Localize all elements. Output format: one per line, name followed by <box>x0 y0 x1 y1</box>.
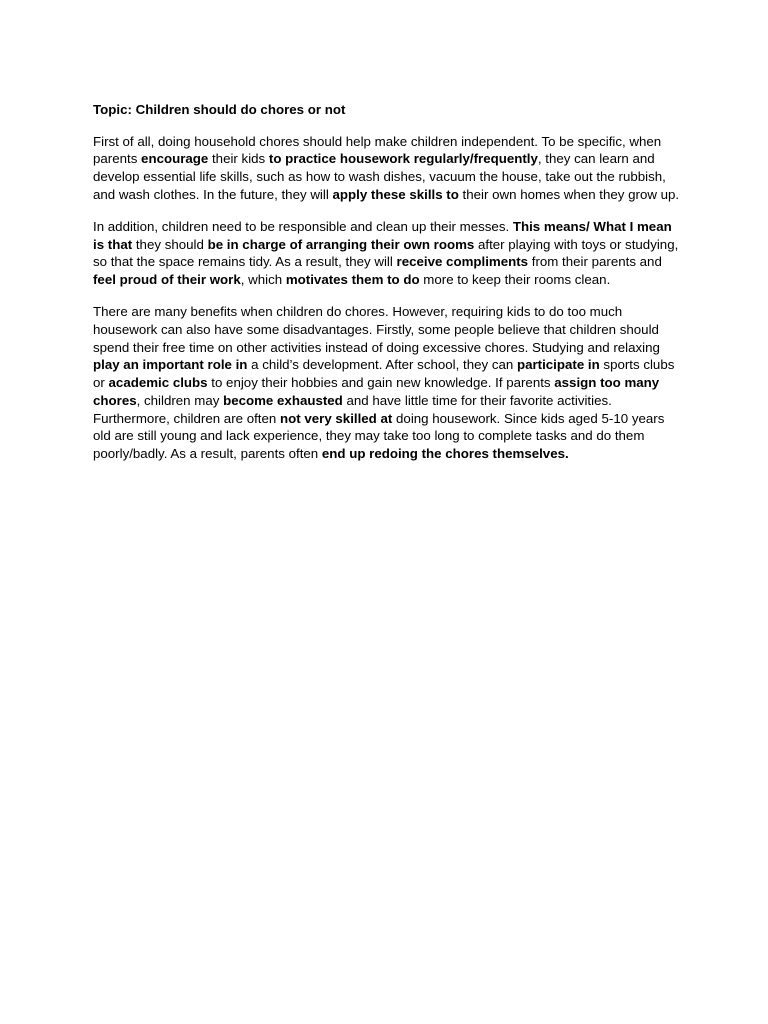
bold-phrase: assign too many chores <box>93 375 660 408</box>
bold-phrase: encourage <box>141 151 209 167</box>
bold-phrase: participate in <box>516 357 600 373</box>
paragraph <box>93 218 683 289</box>
bold-phrase: to practice housework regularly/frequently <box>268 151 538 167</box>
text-segment: and have little time for their favorite activities. Furthermore, children are often <box>93 392 612 426</box>
text-segment: There are many benefits when children do chores. However, requiring kids to do too much housework can also have some disadvantages. Firstly, some people believe that children should spend their free time on other activities instead of doing excessive chores. Studying and relaxing <box>93 304 660 355</box>
text-segment: more to keep their rooms clean. <box>419 272 611 288</box>
paragraph <box>93 133 683 204</box>
text-segment: their own homes when they grow up. <box>458 186 680 202</box>
bold-phrase: not very skilled at <box>279 410 393 426</box>
text-segment: sports clubs or <box>93 357 675 391</box>
text-segment: after playing with toys or studying, so that the space remains tidy. As a result, they will <box>93 236 679 270</box>
text-segment: from their parents and <box>528 254 662 270</box>
bold-phrase: academic clubs <box>108 375 208 391</box>
text-segment: , children may <box>136 392 224 408</box>
text-segment: doing housework. Since kids aged 5-10 years old are still young and lack experience, they may take too long to complete tasks and do them poorly/badly. As a result, parents often <box>93 410 665 461</box>
paragraph-list <box>93 133 683 463</box>
paragraph <box>93 303 683 462</box>
document-body <box>93 101 683 477</box>
document-title: Topic: Children should do chores or not <box>93 102 346 117</box>
bold-phrase: This means/ What I mean is that <box>93 219 672 252</box>
bold-phrase: become exhausted <box>223 392 343 408</box>
bold-phrase: receive compliments <box>396 254 529 270</box>
text-segment: , which <box>240 272 286 288</box>
bold-phrase: play an important role in <box>93 357 248 373</box>
text-segment: , they can learn and develop essential life skills, such as how to wash dishes, vacuum the house, take out the rubbish, and wash clothes. In the future, they will <box>93 151 666 202</box>
text-segment: they should <box>132 236 208 252</box>
bold-phrase: apply these skills to <box>332 186 459 202</box>
text-segment: their kids <box>208 151 269 167</box>
bold-phrase: motivates them to do <box>285 272 420 288</box>
bold-phrase: feel proud of their work <box>93 272 241 288</box>
text-segment: First of all, doing household chores should help make children independent. To be specific, when parents <box>93 133 662 167</box>
bold-phrase: be in charge of arranging their own rooms <box>207 236 475 252</box>
bold-phrase: end up redoing the chores themselves. <box>321 445 569 461</box>
text-segment: to enjoy their hobbies and gain new knowledge. If parents <box>207 375 555 391</box>
text-segment: a child’s development. After school, they can <box>247 357 517 373</box>
text-segment: In addition, children need to be responsible and clean up their messes. <box>93 219 513 235</box>
